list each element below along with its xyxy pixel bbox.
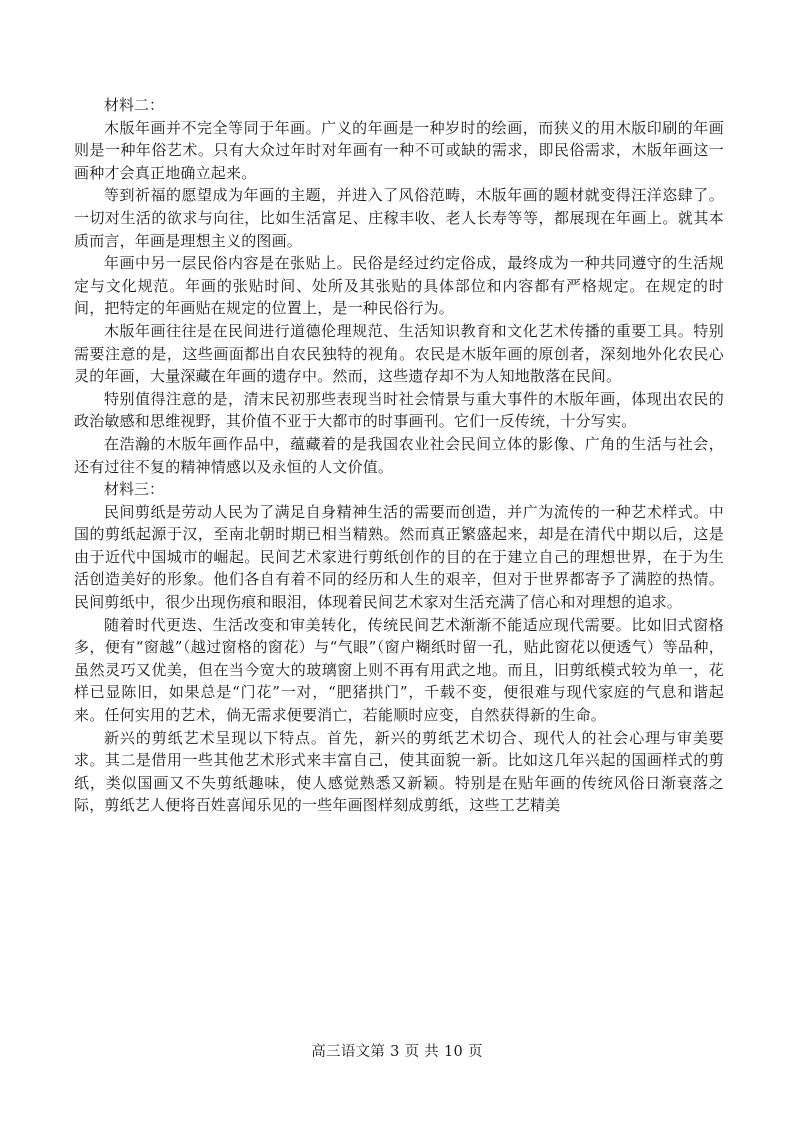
paragraph: 民间剪纸是劳动人民为了满足自身精神生活的需要而创造，并广为流传的一种艺术样式。中国的剪纸起源于汉，至南北朝时期已相当精熟。然而真正繁盛起来，却是在清代中期以后，这是由于近代中国城市的崛起。民间艺术家进行剪纸创作的目的在于建立自己的理想世界，在于为生活创造美好的形象。他们各自有着不同的经历和人生的艰辛，但对于世界都寄予了满腔的热情。民间剪纸中，很少出现伤痕和眼泪，体现着民间艺术家对生活充满了信心和对理想的追求。 xyxy=(74,502,724,612)
paragraph: 木版年画往往是在民间进行道德伦理规范、生活知识教育和文化艺术传播的重要工具。特别需要注意的是，这些画面都出自农民独特的视角。农民是木版年画的原创者，深刻地外化农民心灵的年画，大量深藏在年画的遗存中。然而，这些遗存却不为人知地散落在民间。 xyxy=(74,321,724,386)
paragraph: 随着时代更迭、生活改变和审美转化，传统民间艺术渐渐不能适应现代需要。比如旧式窗格多，便有“窗越”（越过窗格的窗花）与“气眼”（窗户糊纸时留一孔，贴此窗花以便透气）等品种，虽然灵巧又优美，但在当今宽大的玻璃窗上则不再有用武之地。而且，旧剪纸模式较为单一，花样已显陈旧，如果总是“门花”一对，“肥猪拱门”，千载不变，便很难与现代家庭的气息和谐起来。任何实用的艺术，倘无需求便要消亡，若能顺时应变，自然获得新的生命。 xyxy=(74,615,724,725)
section-heading-material-3: 材料三： xyxy=(104,480,165,499)
page-content xyxy=(74,94,724,817)
paragraph: 木版年画并不完全等同于年画。广义的年画是一种岁时的绘画，而狭义的用木版印刷的年画则是一种年俗艺术。只有大众过年时对年画有一种不可或缺的需求，即民俗需求，木版年画这一画种才会真正地确立起来。 xyxy=(74,118,724,182)
section-heading-material-2: 材料二： xyxy=(104,96,165,114)
paragraph: 在浩瀚的木版年画作品中，蕴藏着的是我国农业社会民间立体的影像、广角的生活与社会，还有过往不复的精神情感以及永恒的人文价值。 xyxy=(74,434,724,476)
paragraph: 特别值得注意的是，清末民初那些表现当时社会情景与重大事件的木版年画，体现出农民的政治敏感和思维视野，其价值不亚于大都市的时事画刊。它们一反传统，十分写实。 xyxy=(74,389,724,431)
paragraph: 年画中另一层民俗内容是在张贴上。民俗是经过约定俗成，最终成为一种共同遵守的生活规定与文化规范。年画的张贴时间、处所及其张贴的具体部位和内容都有严格规定。在规定的时间，把特定的年画贴在规定的位置上，是一种民俗行为。 xyxy=(74,254,724,318)
paragraph: 新兴的剪纸艺术呈现以下特点。首先，新兴的剪纸艺术切合、现代人的社会心理与审美要求。其二是借用一些其他艺术形式来丰富自己，使其面貌一新。比如这几年兴起的国画样式的剪纸，类似国画又不失剪纸趣味，使人感觉熟悉又新颖。特别是在贴年画的传统风俗日渐衰落之际，剪纸艺人便将百姓喜闻乐见的一些年画图样刻成剪纸，这些工艺精美 xyxy=(74,728,724,815)
page-footer: 高三语文第 3 页 共 10 页 xyxy=(311,1044,483,1060)
paragraph: 等到祈福的愿望成为年画的主题，并进入了风俗范畴，木版年画的题材就变得汪洋恣肆了。一切对生活的欲求与向往，比如生活富足、庄稼丰收、老人长寿等等，都展现在年画上。就其本质而言，年画是理想主义的图画。 xyxy=(74,186,724,250)
